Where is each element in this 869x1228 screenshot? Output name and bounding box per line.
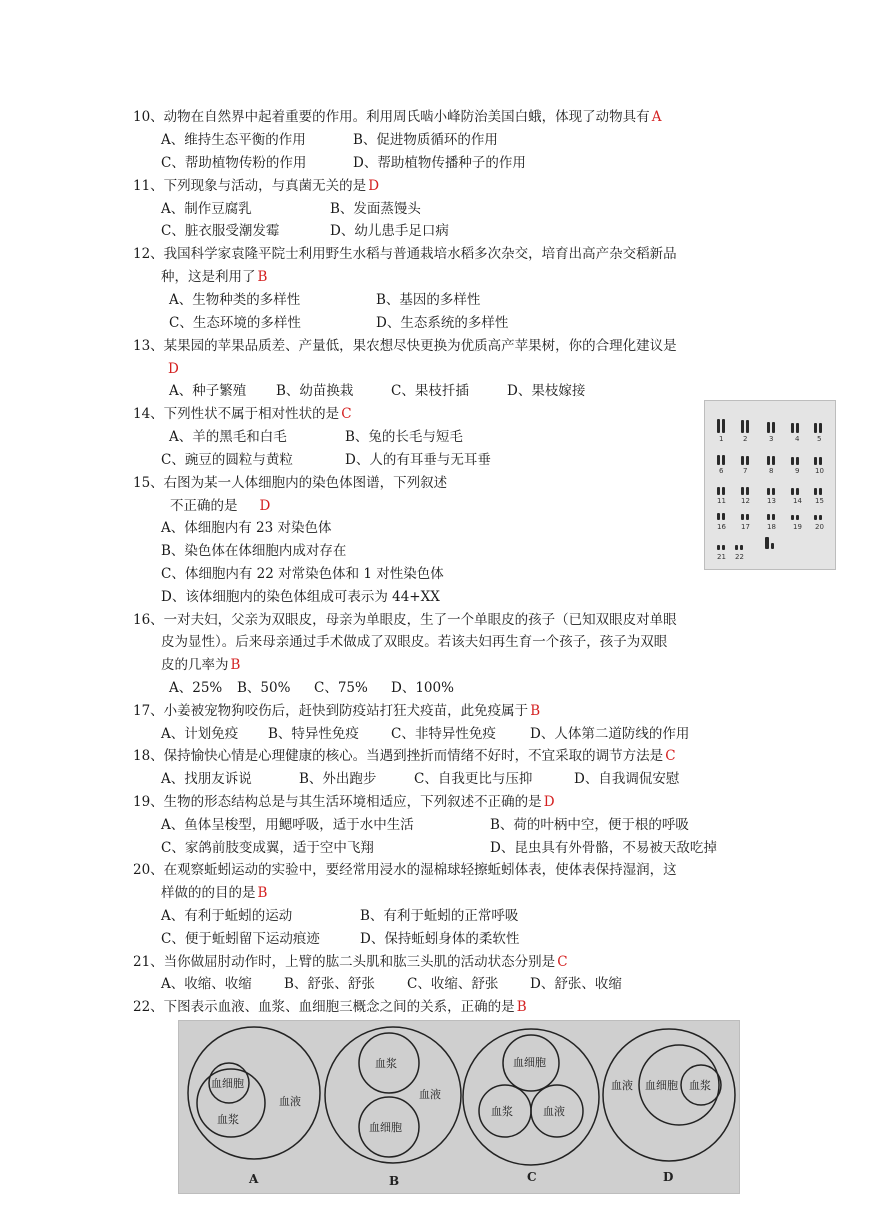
venn-c-cells-label: 血细胞 — [513, 1056, 546, 1069]
question-19-option-c: C、家鸽前肢变成翼，适于空中飞翔 — [161, 840, 374, 856]
question-14-option-c: C、豌豆的圆粒与黄粒 — [161, 452, 293, 468]
question-11-option-d: D、幼儿患手足口病 — [330, 223, 449, 239]
chromosome-mark — [765, 537, 769, 549]
question-15-stem: 15、右图为某一人体细胞内的染色体图谱，下列叙述 — [133, 475, 448, 491]
venn-a-cells-label: 血细胞 — [211, 1077, 244, 1090]
chromosome-mark — [746, 514, 749, 520]
question-21-stem: 21、当你做屈肘动作时，上臂的肱二头肌和肱三头肌的活动状态分别是 C — [133, 954, 568, 970]
question-16-option-d: D、100% — [391, 680, 454, 696]
chromosome-mark — [741, 487, 744, 495]
question-10-option-b: B、促进物质循环的作用 — [353, 132, 498, 148]
chromosome-mark — [722, 419, 725, 433]
chromosome-mark — [746, 456, 749, 465]
chromosome-mark — [741, 456, 744, 465]
chromosome-mark — [741, 420, 744, 433]
venn-d-plasma-label: 血浆 — [689, 1079, 711, 1092]
question-16-stem: 16、一对夫妇，父亲为双眼皮，母亲为单眼皮，生了一个单眼皮的孩子（已知双眼皮对单眼 — [133, 612, 677, 628]
chromosome-mark — [717, 513, 720, 520]
question-12-stem-cont: 种，这是利用了 B — [161, 269, 268, 285]
question-12-option-c: C、生态环境的多样性 — [169, 315, 301, 331]
question-15-option-d: D、该体细胞内的染色体组成可表示为 44+XX — [161, 589, 440, 605]
question-21-answer: C — [557, 954, 568, 970]
question-14-answer: C — [341, 406, 352, 422]
question-20-option-c: C、便于蚯蚓留下运动痕迹 — [161, 931, 320, 947]
venn-b-plasma-label: 血浆 — [375, 1057, 397, 1070]
chromosome-mark — [746, 487, 749, 495]
question-20-option-b: B、有利于蚯蚓的正常呼吸 — [360, 908, 519, 924]
chromosome-mark — [772, 422, 775, 433]
question-10-option-a: A、维持生态平衡的作用 — [161, 132, 306, 148]
question-20-option-a: A、有利于蚯蚓的运动 — [161, 908, 293, 924]
question-21-option-b: B、舒张、舒张 — [284, 976, 375, 992]
question-13-option-b: B、幼苗换栽 — [276, 383, 354, 399]
venn-panel-c — [463, 1029, 599, 1184]
question-19-option-b: B、荷的叶柄中空，便于根的呼吸 — [490, 817, 689, 833]
chromosome-mark — [722, 455, 725, 465]
karyotype-figure: 1 2 3 4 5 6 7 8 9 10 11 12 13 14 15 16 17 18 19 20 21 22 — [704, 400, 836, 570]
question-17-option-d: D、人体第二道防线的作用 — [530, 726, 690, 742]
question-12-option-d: D、生态系统的多样性 — [376, 315, 509, 331]
venn-b-label: B — [389, 1174, 400, 1188]
question-11-option-b: B、发面蒸馒头 — [330, 201, 421, 217]
question-16-answer: B — [230, 657, 241, 673]
chromosome-mark — [791, 515, 794, 520]
question-20-option-d: D、保持蚯蚓身体的柔软性 — [360, 931, 520, 947]
chromosome-mark — [717, 487, 720, 495]
chromosome-mark — [767, 514, 770, 520]
chromosome-mark — [717, 419, 720, 433]
question-10-stem: 10、动物在自然界中起着重要的作用。利用周氏啮小峰防治美国白蛾，体现了动物具有 A — [133, 109, 662, 125]
question-21-option-c: C、收缩、舒张 — [407, 976, 499, 992]
chromosome-mark — [796, 515, 799, 520]
venn-panel-b — [325, 1027, 461, 1188]
venn-b-blood-label: 血液 — [419, 1088, 441, 1101]
chromosome-mark — [819, 488, 822, 495]
question-13-answer: D — [168, 361, 179, 377]
question-15-option-b: B、染色体在体细胞内成对存在 — [161, 543, 347, 559]
chromosome-mark — [767, 422, 770, 433]
chromosome-mark — [814, 423, 817, 433]
chromosome-mark — [772, 456, 775, 465]
chromosome-mark — [819, 457, 822, 465]
question-19-answer: D — [543, 794, 555, 810]
question-14-option-b: B、兔的长毛与短毛 — [345, 429, 463, 445]
question-20-stem-cont: 样做的的目的是 B — [161, 885, 268, 901]
chromosome-mark — [717, 545, 720, 550]
chromosome-mark — [771, 543, 774, 549]
chromosome-mark — [796, 488, 799, 495]
chromosome-mark — [772, 488, 775, 495]
chromosome-mark — [735, 545, 738, 550]
question-10-answer: A — [651, 109, 662, 125]
question-13-stem: 13、某果园的苹果品质差、产量低，果农想尽快更换为优质高产苹果树，你的合理化建议是 — [133, 338, 677, 354]
venn-d-label: D — [663, 1170, 674, 1184]
question-18-answer: C — [665, 748, 676, 764]
question-20-stem: 20、在观察蚯蚓运动的实验中，要经常用浸水的湿棉球轻擦蚯蚓体表，使体表保持湿润，这 — [133, 862, 677, 878]
question-16-stem-cont: 皮为显性）。后来母亲通过手术做成了双眼皮。若该夫妇再生育一个孩子，孩子为双眼 — [161, 634, 668, 650]
question-14-option-d: D、人的有耳垂与无耳垂 — [345, 452, 491, 468]
question-10-option-d: D、帮助植物传播种子的作用 — [353, 155, 526, 171]
question-17-option-c: C、非特异性免疫 — [391, 726, 496, 742]
question-18-option-b: B、外出跑步 — [299, 771, 377, 787]
question-16-stem-cont2: 皮的几率为 B — [161, 657, 241, 673]
question-22-stem: 22、下图表示血液、血浆、血细胞三概念之间的关系，正确的是 B — [133, 999, 527, 1015]
question-16-option-c: C、75% — [314, 680, 368, 696]
venn-d-blood-label: 血液 — [611, 1079, 633, 1092]
chromosome-mark — [791, 423, 794, 433]
question-15-stem-cont: 不正确的是 D — [170, 498, 271, 514]
question-20-answer: B — [257, 885, 268, 901]
venn-panel-a — [188, 1027, 320, 1186]
question-18-option-d: D、自我调侃安慰 — [574, 771, 680, 787]
question-11-option-c: C、脏衣服受潮发霉 — [161, 223, 280, 239]
question-11-option-a: A、制作豆腐乳 — [161, 201, 252, 217]
question-13-option-c: C、果枝扦插 — [391, 383, 469, 399]
question-18-stem: 18、保持愉快心情是心理健康的核心。当遇到挫折而情绪不好时，不宜采取的调节方法是 C — [133, 748, 676, 764]
chromosome-mark — [819, 423, 822, 433]
chromosome-mark — [740, 545, 743, 550]
chromosome-mark — [772, 514, 775, 520]
question-14-stem: 14、下列性状不属于相对性状的是 C — [133, 406, 352, 422]
question-13-option-d: D、果枝嫁接 — [507, 383, 586, 399]
question-12-stem: 12、我国科学家袁隆平院士利用野生水稻与普通栽培水稻多次杂交，培育出高产杂交稻新品 — [133, 246, 677, 262]
chromosome-mark — [722, 545, 725, 550]
venn-b-cells-label: 血细胞 — [369, 1121, 402, 1134]
question-13-option-a: A、种子繁殖 — [169, 383, 247, 399]
venn-diagram — [179, 1021, 739, 1193]
chromosome-mark — [791, 488, 794, 495]
question-15-option-a: A、体细胞内有 23 对染色体 — [161, 520, 332, 536]
question-17-option-b: B、特异性免疫 — [268, 726, 359, 742]
chromosome-mark — [722, 513, 725, 520]
question-17-stem: 17、小姜被宠物狗咬伤后，赶快到防疫站打狂犬疫苗，此免疫属于 B — [133, 703, 541, 719]
chromosome-mark — [796, 423, 799, 433]
venn-diagram-figure — [178, 1020, 740, 1194]
chromosome-mark — [767, 456, 770, 465]
chromosome-mark — [819, 515, 822, 520]
question-18-option-c: C、自我更比与压抑 — [414, 771, 533, 787]
question-12-option-a: A、生物种类的多样性 — [169, 292, 301, 308]
venn-a-label: A — [249, 1172, 259, 1186]
venn-a-blood-label: 血液 — [279, 1095, 301, 1108]
question-17-answer: B — [530, 703, 541, 719]
chromosome-mark — [814, 457, 817, 465]
question-11-answer: D — [368, 178, 380, 194]
chromosome-mark — [814, 515, 817, 520]
chromosome-mark — [722, 487, 725, 495]
venn-panel-d — [603, 1029, 735, 1184]
venn-d-cells-label: 血细胞 — [645, 1079, 678, 1092]
question-12-option-b: B、基因的多样性 — [376, 292, 481, 308]
venn-c-label: C — [527, 1170, 537, 1184]
question-21-option-d: D、舒张、收缩 — [530, 976, 622, 992]
question-14-option-a: A、羊的黑毛和白毛 — [169, 429, 287, 445]
question-16-option-a: A、25% — [169, 680, 223, 696]
venn-a-plasma-label: 血浆 — [217, 1113, 239, 1126]
question-15-option-c: C、体细胞内有 22 对常染色体和 1 对性染色体 — [161, 566, 444, 582]
chromosome-mark — [791, 457, 794, 465]
question-17-option-a: A、计划免疫 — [161, 726, 239, 742]
question-10-option-c: C、帮助植物传粉的作用 — [161, 155, 307, 171]
question-16-option-b: B、50% — [237, 680, 291, 696]
question-18-option-a: A、找朋友诉说 — [161, 771, 252, 787]
chromosome-mark — [796, 457, 799, 465]
chromosome-mark — [717, 455, 720, 465]
venn-c-plasma-label: 血浆 — [491, 1105, 513, 1118]
question-19-option-a: A、鱼体呈梭型，用鳃呼吸，适于水中生活 — [161, 817, 414, 833]
question-21-option-a: A、收缩、收缩 — [161, 976, 252, 992]
question-19-stem: 19、生物的形态结构总是与其生活环境相适应，下列叙述不正确的是 D — [133, 794, 555, 810]
question-11-stem: 11、下列现象与活动，与真菌无关的是 D — [133, 178, 380, 194]
chromosome-mark — [814, 488, 817, 495]
question-12-answer: B — [257, 269, 268, 285]
chromosome-mark — [767, 488, 770, 495]
venn-c-blood-label: 血液 — [543, 1105, 565, 1118]
question-15-answer: D — [259, 498, 271, 514]
question-22-answer: B — [516, 999, 527, 1015]
question-19-option-d: D、昆虫具有外骨骼，不易被天敌吃掉 — [490, 840, 717, 856]
chromosome-mark — [746, 420, 749, 433]
chromosome-mark — [741, 514, 744, 520]
